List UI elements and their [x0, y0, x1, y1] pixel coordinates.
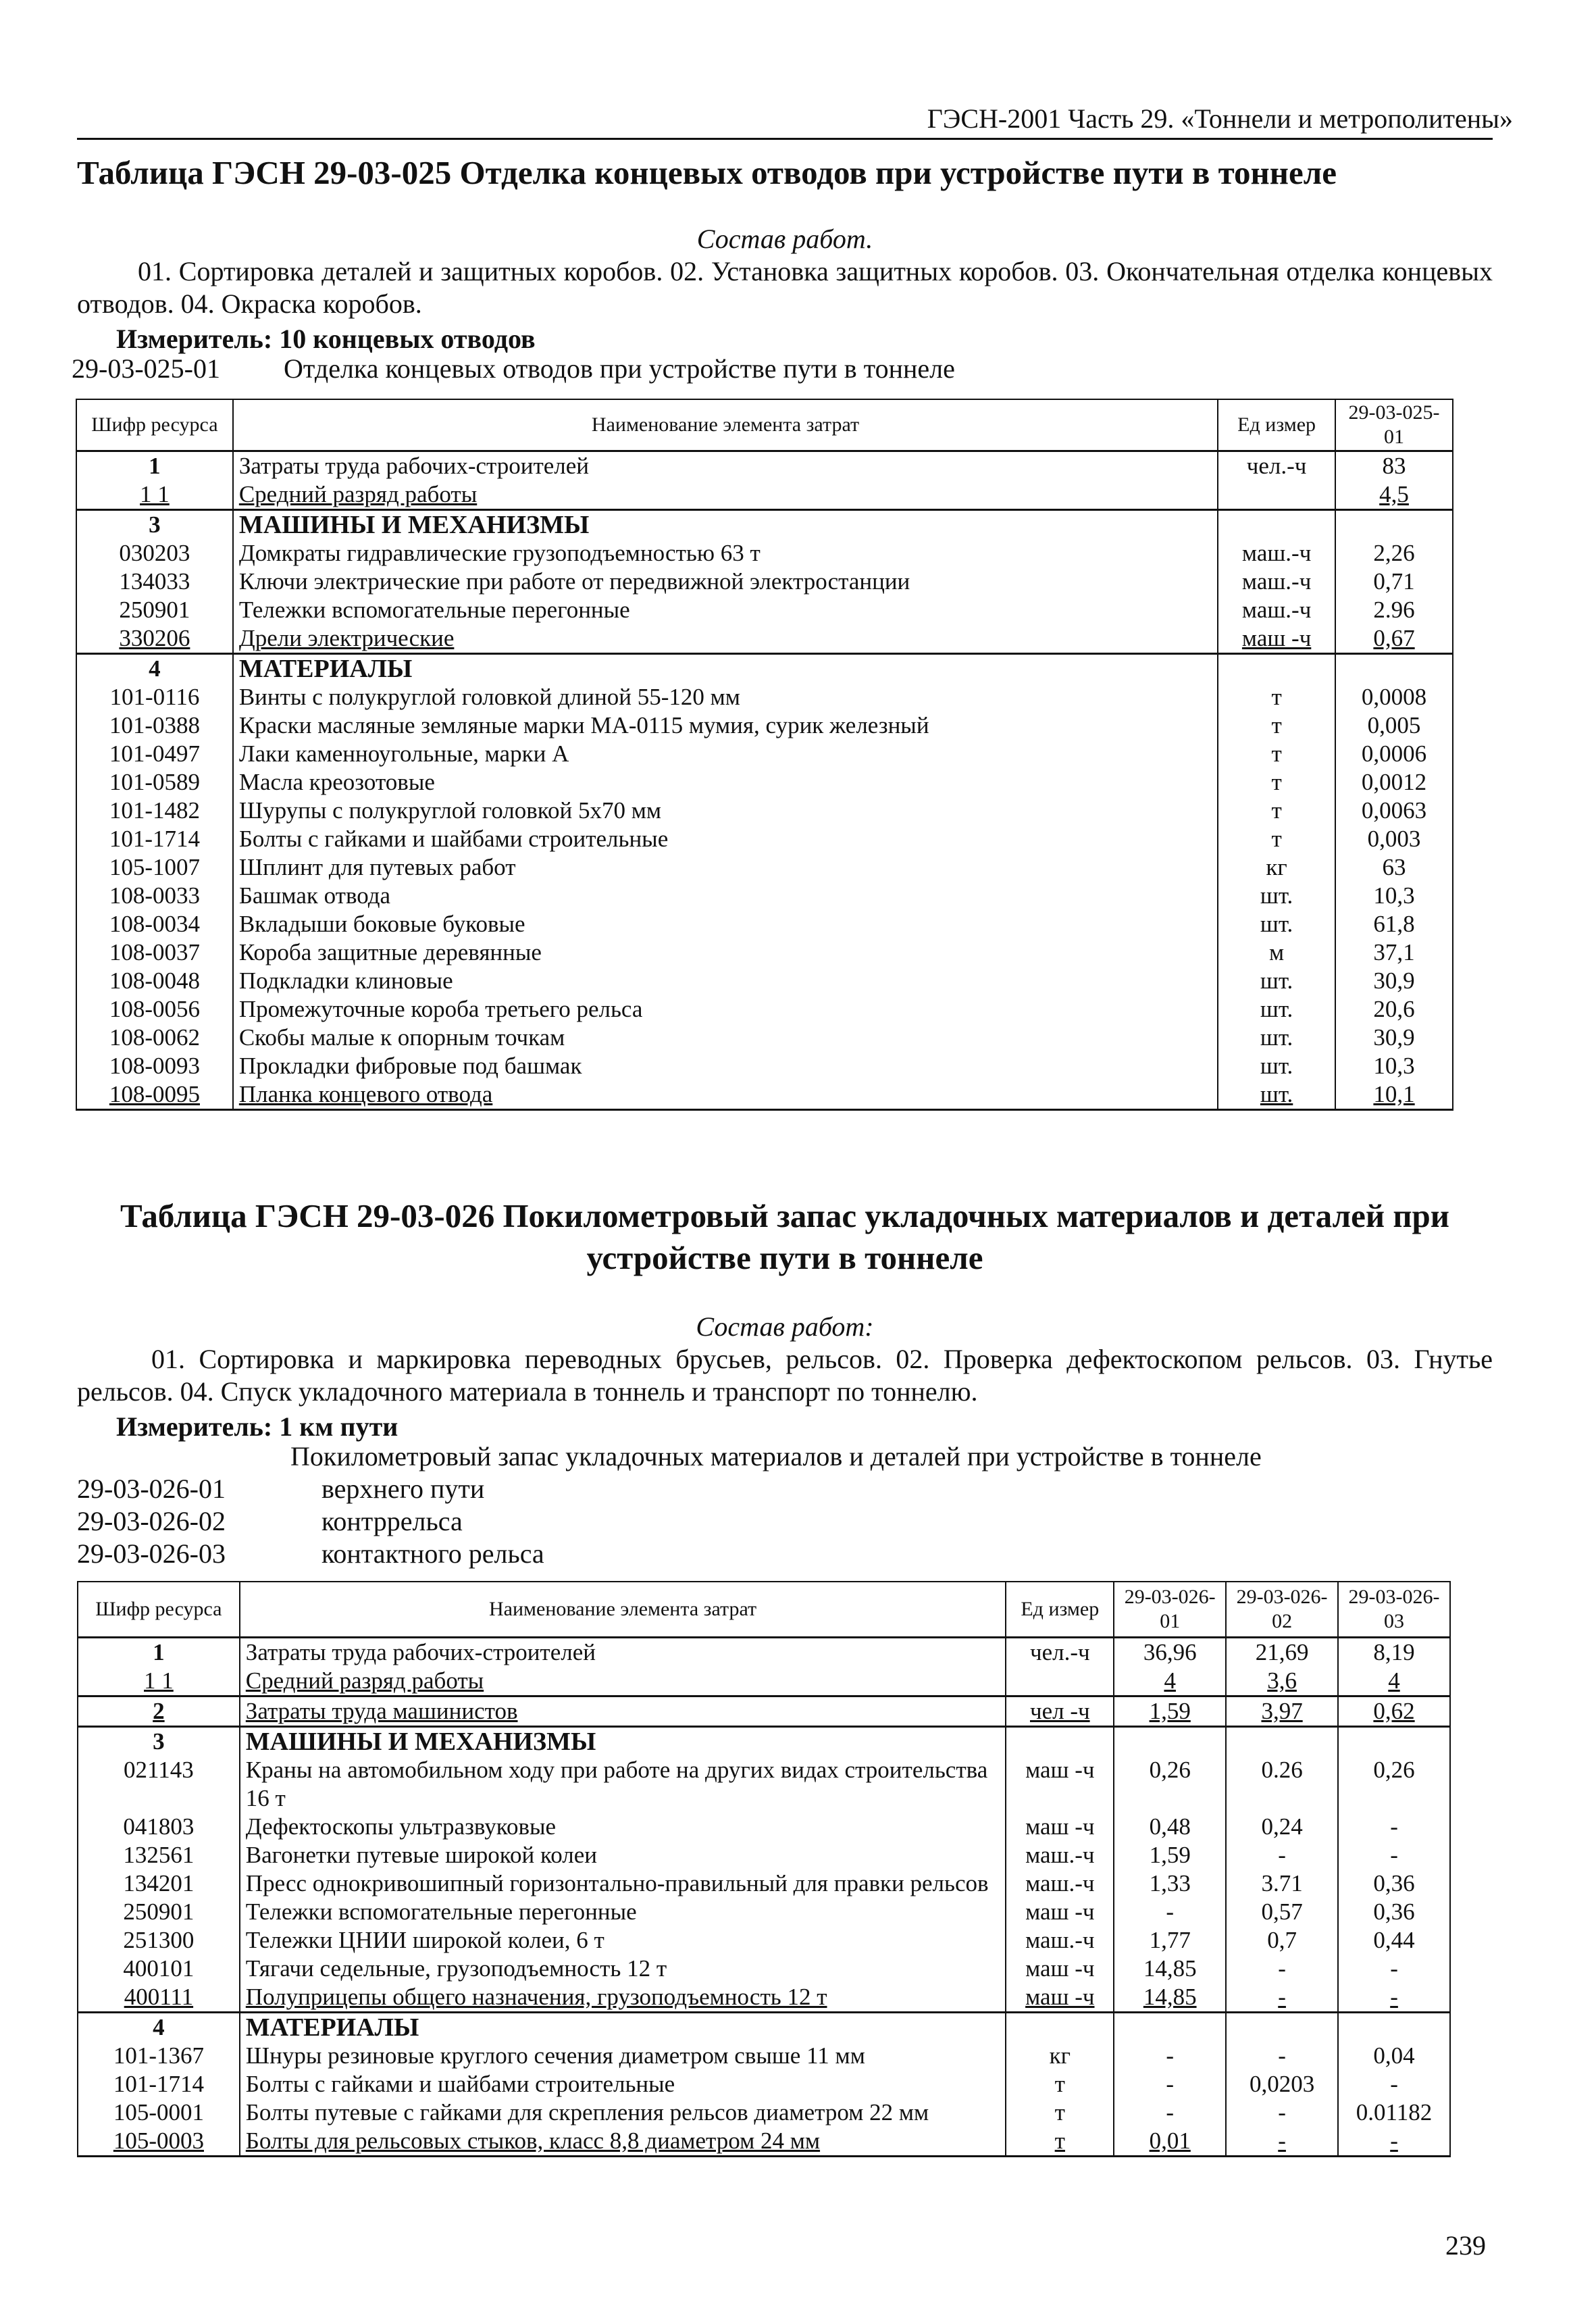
resource-code-cell: 330206 [76, 624, 233, 654]
resource-code-cell: 021143 [78, 1756, 240, 1813]
unit-cell: маш -ч [1218, 624, 1335, 654]
resource-code-cell: 101-0116 [76, 683, 233, 711]
table2-sostav-label: Состав работ: [696, 1311, 874, 1342]
element-name-cell: Болты путевые с гайками для скрепления рельсов диаметром 22 мм [240, 2098, 1006, 2127]
element-name-cell: Масла креозотовые [233, 768, 1218, 797]
resource-code-cell: 030203 [76, 539, 233, 568]
resource-code-cell: 108-0095 [76, 1080, 233, 1110]
element-name-cell: Затраты труда рабочих-строителей [233, 451, 1218, 480]
resource-code-cell: 108-0056 [76, 995, 233, 1024]
value-cell [1335, 653, 1453, 683]
resource-code-cell: 400111 [78, 1983, 240, 2013]
element-name-cell: Винты с полукруглой головкой длиной 55-120 мм [233, 683, 1218, 711]
table-row [76, 825, 1453, 853]
table-row [76, 711, 1453, 740]
element-name-cell: Дрели электрические [233, 624, 1218, 654]
table-row [78, 2127, 1450, 2157]
table-row [78, 1726, 1450, 1756]
table-row [76, 653, 1453, 683]
table-row [76, 995, 1453, 1024]
value-cell: - [1114, 2070, 1226, 2098]
table2-norm-code: 29-03-026-02 [77, 1506, 226, 1536]
unit-cell: чел.-ч [1006, 1637, 1114, 1667]
value-cell: 36,96 [1114, 1637, 1226, 1667]
element-name-cell: Промежуточные короба третьего рельса [233, 995, 1218, 1024]
table2-norm-code: 29-03-026-03 [77, 1538, 226, 1569]
header-cell: Шифр ресурса [78, 1582, 240, 1637]
value-cell: 0.01182 [1338, 2098, 1450, 2127]
element-name-cell: Вкладыши боковые буковые [233, 910, 1218, 938]
unit-cell [1218, 509, 1335, 539]
table2-title-line2: устройстве пути в тоннеле [586, 1239, 983, 1276]
value-cell: - [1226, 2042, 1338, 2070]
element-name-cell: Тележки вспомогательные перегонные [240, 1898, 1006, 1926]
value-cell [1226, 1726, 1338, 1756]
resource-code-cell: 101-1482 [76, 797, 233, 825]
table-row [76, 683, 1453, 711]
unit-cell: шт. [1218, 882, 1335, 910]
table2 [77, 1581, 1451, 2157]
value-cell: - [1338, 1983, 1450, 2013]
unit-cell: маш.-ч [1006, 1926, 1114, 1955]
unit-cell: маш.-ч [1218, 596, 1335, 624]
unit-cell: шт. [1218, 1024, 1335, 1052]
unit-cell: т [1218, 768, 1335, 797]
value-cell: - [1338, 1841, 1450, 1869]
resource-code-cell: 1 1 [78, 1667, 240, 1696]
unit-cell: т [1006, 2070, 1114, 2098]
value-cell: 30,9 [1335, 967, 1453, 995]
value-cell: - [1226, 1983, 1338, 2013]
value-cell: 14,85 [1114, 1955, 1226, 1983]
header-cell: 29-03-026-02 [1226, 1582, 1338, 1637]
value-cell: 83 [1335, 451, 1453, 480]
unit-cell: м [1218, 938, 1335, 967]
unit-cell: т [1218, 825, 1335, 853]
resource-code-cell: 105-0001 [78, 2098, 240, 2127]
element-name-cell: Пресс однокривошипный горизонтально-правильный для правки рельсов [240, 1869, 1006, 1898]
resource-code-cell: 3 [76, 509, 233, 539]
resource-code-cell: 108-0037 [76, 938, 233, 967]
element-name-cell: Короба защитные деревянные [233, 938, 1218, 967]
header-cell: 29-03-025-01 [1335, 399, 1453, 451]
resource-code-cell: 108-0062 [76, 1024, 233, 1052]
table-row [76, 1052, 1453, 1080]
resource-code-cell: 134201 [78, 1869, 240, 1898]
value-cell: - [1226, 2098, 1338, 2127]
resource-code-cell: 132561 [78, 1841, 240, 1869]
value-cell: 0,62 [1338, 1696, 1450, 1726]
table-row [76, 740, 1453, 768]
value-cell: 1,59 [1114, 1841, 1226, 1869]
value-cell: 0,36 [1338, 1869, 1450, 1898]
value-cell: - [1114, 1898, 1226, 1926]
element-name-cell: Вагонетки путевые широкой колеи [240, 1841, 1006, 1869]
table1-header-row [76, 399, 1453, 451]
element-name-cell: Затраты труда рабочих-строителей [240, 1637, 1006, 1667]
table1 [76, 399, 1453, 1111]
resource-code-cell: 3 [78, 1726, 240, 1756]
table-row [78, 1841, 1450, 1869]
value-cell: 0,0012 [1335, 768, 1453, 797]
value-cell: 14,85 [1114, 1983, 1226, 2013]
element-name-cell: Болты с гайками и шайбами строительные [233, 825, 1218, 853]
table-row [76, 1024, 1453, 1052]
unit-cell: т [1218, 797, 1335, 825]
value-cell: 0,0203 [1226, 2070, 1338, 2098]
value-cell: 3,6 [1226, 1667, 1338, 1696]
value-cell: 0,57 [1226, 1898, 1338, 1926]
table-row [76, 568, 1453, 596]
header-cell: Ед измер [1218, 399, 1335, 451]
unit-cell: шт. [1218, 995, 1335, 1024]
value-cell [1114, 2012, 1226, 2042]
resource-code-cell: 101-0497 [76, 740, 233, 768]
resource-code-cell: 101-0589 [76, 768, 233, 797]
resource-code-cell: 1 [78, 1637, 240, 1667]
unit-cell: шт. [1218, 1080, 1335, 1110]
value-cell: 4 [1114, 1667, 1226, 1696]
element-name-cell: МАШИНЫ И МЕХАНИЗМЫ [240, 1726, 1006, 1756]
value-cell: 20,6 [1335, 995, 1453, 1024]
unit-cell: маш -ч [1006, 1983, 1114, 2013]
element-name-cell: Средний разряд работы [240, 1667, 1006, 1696]
value-cell: 0,0008 [1335, 683, 1453, 711]
value-cell [1226, 2012, 1338, 2042]
value-cell [1335, 509, 1453, 539]
table-row [78, 2042, 1450, 2070]
header-cell: 29-03-026-01 [1114, 1582, 1226, 1637]
value-cell: 63 [1335, 853, 1453, 882]
element-name-cell: Тележки вспомогательные перегонные [233, 596, 1218, 624]
element-name-cell: Краны на автомобильном ходу при работе на других видах строительства 16 т [240, 1756, 1006, 1813]
unit-cell: маш.-ч [1218, 539, 1335, 568]
unit-cell: чел.-ч [1218, 451, 1335, 480]
value-cell: 2,26 [1335, 539, 1453, 568]
unit-cell [1006, 2012, 1114, 2042]
unit-cell: шт. [1218, 1052, 1335, 1080]
table-row [78, 1955, 1450, 1983]
table1-title: Таблица ГЭСН 29-03-025 Отделка концевых отводов при устройстве пути в тоннеле [77, 154, 1337, 191]
resource-code-cell: 105-1007 [76, 853, 233, 882]
value-cell: 0,44 [1338, 1926, 1450, 1955]
unit-cell: маш -ч [1006, 1898, 1114, 1926]
unit-cell [1006, 1667, 1114, 1696]
value-cell: 0,67 [1335, 624, 1453, 654]
value-cell: 30,9 [1335, 1024, 1453, 1052]
value-cell: 0,71 [1335, 568, 1453, 596]
unit-cell: маш -ч [1006, 1813, 1114, 1841]
element-name-cell: Затраты труда машинистов [240, 1696, 1006, 1726]
element-name-cell: Лаки каменноугольные, марки А [233, 740, 1218, 768]
resource-code-cell: 250901 [78, 1898, 240, 1926]
resource-code-cell: 101-0388 [76, 711, 233, 740]
element-name-cell: Домкраты гидравлические грузоподъемностью 63 т [233, 539, 1218, 568]
resource-code-cell: 251300 [78, 1926, 240, 1955]
value-cell: - [1226, 2127, 1338, 2157]
table-row [78, 1869, 1450, 1898]
value-cell: 0,01 [1114, 2127, 1226, 2157]
table1-meter: Измеритель: 10 концевых отводов [116, 324, 536, 354]
unit-cell: т [1006, 2098, 1114, 2127]
unit-cell: маш.-ч [1006, 1869, 1114, 1898]
element-name-cell: Скобы малые к опорным точкам [233, 1024, 1218, 1052]
table2-norm-group: Покилометровый запас укладочных материалов и деталей при устройстве в тоннеле [290, 1441, 1262, 1472]
table-row [78, 1813, 1450, 1841]
resource-code-cell: 105-0003 [78, 2127, 240, 2157]
element-name-cell: МАТЕРИАЛЫ [233, 653, 1218, 683]
resource-code-cell: 101-1367 [78, 2042, 240, 2070]
element-name-cell: Подкладки клиновые [233, 967, 1218, 995]
page-number: 239 [1445, 2230, 1486, 2261]
table-row [78, 2098, 1450, 2127]
resource-code-cell: 108-0034 [76, 910, 233, 938]
resource-code-cell: 4 [78, 2012, 240, 2042]
table-row [78, 1926, 1450, 1955]
element-name-cell: Тележки ЦНИИ широкой колеи, 6 т [240, 1926, 1006, 1955]
table1-norm-code: 29-03-025-01 [72, 353, 220, 384]
resource-code-cell: 1 1 [76, 480, 233, 510]
value-cell: 4 [1338, 1667, 1450, 1696]
resource-code-cell: 2 [78, 1696, 240, 1726]
value-cell: 8,19 [1338, 1637, 1450, 1667]
unit-cell: т [1218, 740, 1335, 768]
header-cell: 29-03-026-03 [1338, 1582, 1450, 1637]
table-row [76, 910, 1453, 938]
table-row [78, 1637, 1450, 1667]
element-name-cell: Полуприцепы общего назначения, грузоподъемность 12 т [240, 1983, 1006, 2013]
header-rule [77, 138, 1493, 140]
unit-cell: т [1218, 683, 1335, 711]
resource-code-cell: 400101 [78, 1955, 240, 1983]
unit-cell: т [1006, 2127, 1114, 2157]
unit-cell [1006, 1726, 1114, 1756]
table-row [76, 451, 1453, 480]
table-row [76, 539, 1453, 568]
unit-cell: чел -ч [1006, 1696, 1114, 1726]
value-cell: 0,7 [1226, 1926, 1338, 1955]
resource-code-cell: 108-0093 [76, 1052, 233, 1080]
value-cell: 0,04 [1338, 2042, 1450, 2070]
table-row [76, 768, 1453, 797]
resource-code-cell: 1 [76, 451, 233, 480]
value-cell [1338, 2012, 1450, 2042]
table1-sostav-text: 01. Сортировка деталей и защитных коробов. 02. Установка защитных коробов. 03. Окончательная отделка концевых отводов. 04. Окраска коробов. [77, 256, 1493, 319]
element-name-cell: Болты с гайками и шайбами строительные [240, 2070, 1006, 2098]
resource-code-cell: 108-0033 [76, 882, 233, 910]
table-row [76, 797, 1453, 825]
element-name-cell: Средний разряд работы [233, 480, 1218, 510]
table2-norm-code: 29-03-026-01 [77, 1474, 226, 1504]
unit-cell: маш.-ч [1218, 568, 1335, 596]
value-cell: 0,26 [1338, 1756, 1450, 1813]
value-cell: 3.71 [1226, 1869, 1338, 1898]
element-name-cell: Шнуры резиновые круглого сечения диаметром свыше 11 мм [240, 2042, 1006, 2070]
value-cell: 1,77 [1114, 1926, 1226, 1955]
resource-code-cell: 4 [76, 653, 233, 683]
value-cell: 0.26 [1226, 1756, 1338, 1813]
table-row [78, 1898, 1450, 1926]
element-name-cell: Ключи электрические при работе от передвижной электростанции [233, 568, 1218, 596]
value-cell: - [1114, 2042, 1226, 2070]
table-row [76, 967, 1453, 995]
value-cell: 0,0006 [1335, 740, 1453, 768]
value-cell: - [1114, 2098, 1226, 2127]
value-cell: 2.96 [1335, 596, 1453, 624]
value-cell: 0,003 [1335, 825, 1453, 853]
element-name-cell: Планка концевого отвода [233, 1080, 1218, 1110]
element-name-cell: Тягачи седельные, грузоподъемность 12 т [240, 1955, 1006, 1983]
value-cell: - [1226, 1955, 1338, 1983]
value-cell: 0,0063 [1335, 797, 1453, 825]
value-cell: 37,1 [1335, 938, 1453, 967]
table2-norm-name: верхнего пути [321, 1474, 485, 1504]
header-cell: Шифр ресурса [76, 399, 233, 451]
value-cell [1114, 1726, 1226, 1756]
header-cell: Наименование элемента затрат [233, 399, 1218, 451]
table-row [76, 1080, 1453, 1110]
header-cell: Наименование элемента затрат [240, 1582, 1006, 1637]
element-name-cell: Болты для рельсовых стыков, класс 8,8 диаметром 24 мм [240, 2127, 1006, 2157]
unit-cell: т [1218, 711, 1335, 740]
table-row [78, 2012, 1450, 2042]
table2-meter: Измеритель: 1 км пути [116, 1411, 398, 1442]
value-cell: 0,26 [1114, 1756, 1226, 1813]
resource-code-cell: 101-1714 [76, 825, 233, 853]
unit-cell: шт. [1218, 910, 1335, 938]
element-name-cell: МАШИНЫ И МЕХАНИЗМЫ [233, 509, 1218, 539]
element-name-cell: МАТЕРИАЛЫ [240, 2012, 1006, 2042]
table2-header-row [78, 1582, 1450, 1637]
running-head: ГЭСН-2001 Часть 29. «Тоннели и метрополитены» [927, 103, 1513, 134]
value-cell: - [1338, 1813, 1450, 1841]
table-row [78, 2070, 1450, 2098]
resource-code-cell: 250901 [76, 596, 233, 624]
value-cell [1338, 1726, 1450, 1756]
value-cell: 0,36 [1338, 1898, 1450, 1926]
table-row [76, 480, 1453, 510]
unit-cell: маш -ч [1006, 1756, 1114, 1813]
value-cell: 0,48 [1114, 1813, 1226, 1841]
element-name-cell: Башмак отвода [233, 882, 1218, 910]
unit-cell: кг [1218, 853, 1335, 882]
table2-norm-name: контактного рельса [321, 1538, 544, 1569]
unit-cell: маш -ч [1006, 1955, 1114, 1983]
table-row [76, 509, 1453, 539]
table-row [78, 1756, 1450, 1813]
table-row [76, 853, 1453, 882]
table-row [76, 938, 1453, 967]
value-cell: - [1226, 1841, 1338, 1869]
table-row [76, 882, 1453, 910]
table-row [76, 624, 1453, 654]
table2-norm-name: контррельса [321, 1506, 463, 1536]
table-row [78, 1667, 1450, 1696]
element-name-cell: Краски масляные земляные марки МА-0115 мумия, сурик железный [233, 711, 1218, 740]
value-cell: - [1338, 1955, 1450, 1983]
value-cell: 1,59 [1114, 1696, 1226, 1726]
unit-cell [1218, 653, 1335, 683]
value-cell: - [1338, 2127, 1450, 2157]
value-cell: 21,69 [1226, 1637, 1338, 1667]
unit-cell: маш.-ч [1006, 1841, 1114, 1869]
unit-cell: шт. [1218, 967, 1335, 995]
resource-code-cell: 101-1714 [78, 2070, 240, 2098]
value-cell: 10,3 [1335, 882, 1453, 910]
table2-sostav-text: 01. Сортировка и маркировка переводных брусьев, рельсов. 02. Проверка дефектоскопом рельсов. 03. Гнутье рельсов. 04. Спуск укладочного материала в тоннель и транспорт по тоннелю. [77, 1344, 1493, 1407]
resource-code-cell: 108-0048 [76, 967, 233, 995]
table-row [78, 1696, 1450, 1726]
table-row [78, 1983, 1450, 2013]
value-cell: - [1338, 2070, 1450, 2098]
table1-sostav-label: Состав работ. [696, 224, 873, 254]
unit-cell: кг [1006, 2042, 1114, 2070]
element-name-cell: Прокладки фибровые под башмак [233, 1052, 1218, 1080]
element-name-cell: Дефектоскопы ультразвуковые [240, 1813, 1006, 1841]
value-cell: 1,33 [1114, 1869, 1226, 1898]
value-cell: 10,3 [1335, 1052, 1453, 1080]
value-cell: 61,8 [1335, 910, 1453, 938]
value-cell: 3,97 [1226, 1696, 1338, 1726]
element-name-cell: Шурупы с полукруглой головкой 5х70 мм [233, 797, 1218, 825]
value-cell: 10,1 [1335, 1080, 1453, 1110]
unit-cell [1218, 480, 1335, 510]
table-row [76, 596, 1453, 624]
table2-title-line1: Таблица ГЭСН 29-03-026 Покилометровый запас укладочных материалов и деталей при [120, 1197, 1450, 1234]
table1-norm-name: Отделка концевых отводов при устройстве пути в тоннеле [284, 353, 955, 384]
resource-code-cell: 041803 [78, 1813, 240, 1841]
resource-code-cell: 134033 [76, 568, 233, 596]
value-cell: 0,24 [1226, 1813, 1338, 1841]
header-cell: Ед измер [1006, 1582, 1114, 1637]
element-name-cell: Шплинт для путевых работ [233, 853, 1218, 882]
value-cell: 4,5 [1335, 480, 1453, 510]
value-cell: 0,005 [1335, 711, 1453, 740]
